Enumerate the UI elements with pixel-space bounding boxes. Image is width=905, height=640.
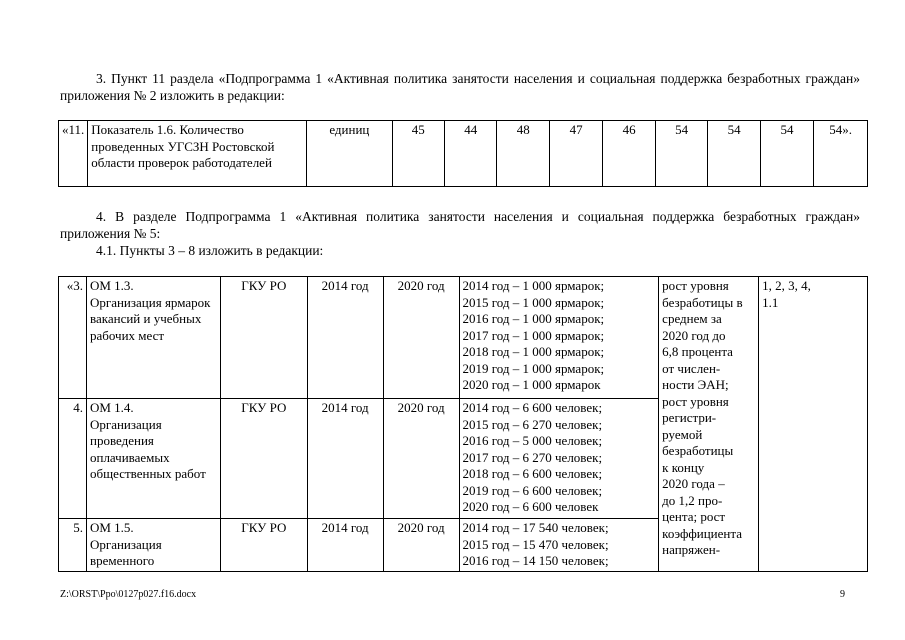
row-number: «11. xyxy=(59,121,88,187)
value-cell: 54 xyxy=(760,121,813,187)
paragraph-4: 4. В разделе Подпрограмма 1 «Активная политика занятости населения и социальная поддержка безработных граждан» приложения № 5: xyxy=(60,209,860,241)
value-cell: 46 xyxy=(603,121,655,187)
measure-name: ОМ 1.4. Организация проведения оплачиваемых общественных работ xyxy=(86,399,220,519)
start-year-cell: 2014 год xyxy=(307,399,383,519)
indicator-name: Показатель 1.6. Количество проведенных УГСЗН Ростовской области проверок работодателей xyxy=(88,121,307,187)
measure-name: ОМ 1.5. Организация временного xyxy=(86,519,220,572)
row-number: «3. xyxy=(59,277,87,399)
footer-file-path: Z:\ORST\Ppo\0127p027.f16.docx xyxy=(60,589,197,600)
expected-result-cell: 2014 год – 17 540 человек; 2015 год – 15 470 человек; 2016 год – 14 150 человек; xyxy=(459,519,659,572)
end-year-cell: 2020 год xyxy=(383,277,459,399)
value-cell: 47 xyxy=(549,121,602,187)
start-year-cell: 2014 год xyxy=(307,519,383,572)
paragraph-3: 3. Пункт 11 раздела «Подпрограмма 1 «Активная политика занятости населения и социальная поддержка безработных граждан» приложения № 2 изложить в редакции: xyxy=(60,71,860,103)
executor-cell: ГКУ РО xyxy=(220,277,307,399)
unit-cell: единиц xyxy=(307,121,392,187)
expected-result-cell: 2014 год – 1 000 ярмарок; 2015 год – 1 000 ярмарок; 2016 год – 1 000 ярмарок; 2017 год – 1 000 ярмарок; 2018 год – 1 000 ярмарок; 2019 год – 1 000 ярмарок; 2020 год – 1 000 ярмарок xyxy=(459,277,659,399)
measures-table xyxy=(58,276,868,572)
executor-cell: ГКУ РО xyxy=(220,519,307,572)
end-year-cell: 2020 год xyxy=(383,519,459,572)
table-row xyxy=(59,121,868,187)
table-row xyxy=(59,277,868,399)
executor-cell: ГКУ РО xyxy=(220,399,307,519)
expected-result-cell: 2014 год – 6 600 человек; 2015 год – 6 270 человек; 2016 год – 5 000 человек; 2017 год – 6 270 человек; 2018 год – 6 600 человек; 2019 год – 6 600 человек; 2020 год – 6 600 человек xyxy=(459,399,659,519)
consequences-cell: рост уровня безработицы в среднем за 2020 год до 6,8 процента от числен- ности ЭАН; рост уровня регистри- руемой безработицы к концу 2020 года – до 1,2 про- цента; рост коэффициента напряжен- xyxy=(659,277,759,572)
paragraph-4-1: 4.1. Пункты 3 – 8 изложить в редакции: xyxy=(96,243,324,258)
value-cell: 45 xyxy=(392,121,444,187)
start-year-cell: 2014 год xyxy=(307,277,383,399)
page-number: 9 xyxy=(840,589,845,600)
value-cell: 48 xyxy=(497,121,549,187)
value-cell: 54». xyxy=(814,121,868,187)
end-year-cell: 2020 год xyxy=(383,399,459,519)
row-number: 5. xyxy=(59,519,87,572)
value-cell: 54 xyxy=(708,121,760,187)
value-cell: 54 xyxy=(655,121,707,187)
indicator-table xyxy=(58,120,868,187)
row-number: 4. xyxy=(59,399,87,519)
indicators-link-cell: 1, 2, 3, 4, 1.1 xyxy=(759,277,868,572)
measure-name: ОМ 1.3. Организация ярмарок вакансий и учебных рабочих мест xyxy=(86,277,220,399)
value-cell: 44 xyxy=(445,121,497,187)
